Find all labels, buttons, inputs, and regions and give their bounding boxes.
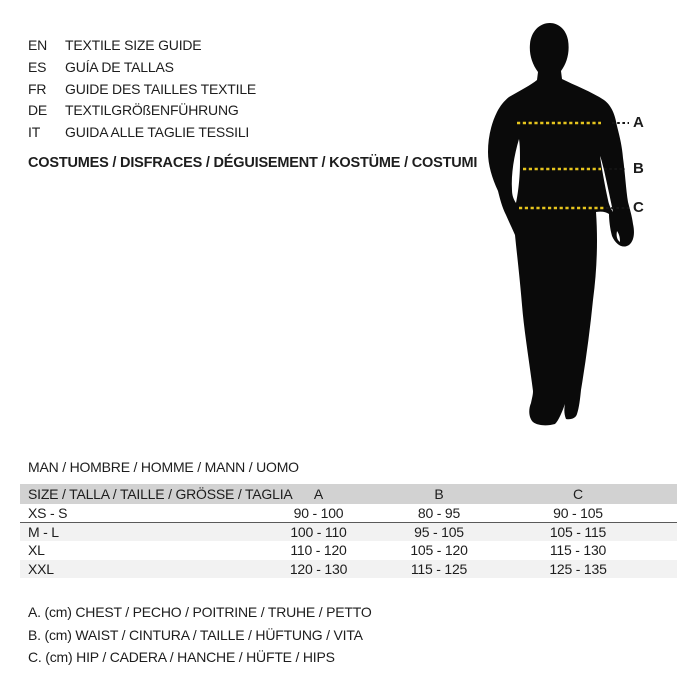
chest-cell: 100 - 110 — [290, 524, 347, 541]
language-row-en — [28, 35, 256, 57]
table-row — [20, 523, 677, 541]
table-header-size: SIZE / TALLA / TAILLE / GRÖSSE / TAGLIA — [28, 486, 293, 502]
language-code: IT — [28, 124, 41, 141]
language-code: FR — [28, 80, 47, 97]
hip-cell: 90 - 105 — [553, 505, 603, 522]
size-cell: XS - S — [28, 505, 68, 522]
man-silhouette-icon — [455, 15, 655, 445]
table-header-row — [20, 484, 677, 504]
chest-cell: 90 - 100 — [293, 505, 344, 522]
size-cell: XXL — [28, 560, 54, 577]
size-cell: M - L — [28, 524, 59, 541]
language-code: ES — [28, 58, 47, 75]
marker-label-b: B — [633, 160, 644, 177]
language-code: EN — [28, 37, 48, 53]
section-heading: MAN / HOMBRE / HOMME / MANN / UOMO — [28, 459, 299, 475]
waist-cell: 115 - 125 — [410, 560, 468, 577]
table-row — [20, 504, 677, 523]
chest-cell: 120 - 130 — [289, 560, 348, 577]
table-header-c: C — [573, 486, 583, 502]
language-row-de — [28, 100, 256, 122]
language-label: GUIDE DES TAILLES TEXTILE — [65, 80, 257, 97]
waist-cell: 80 - 95 — [417, 505, 461, 522]
hip-cell: 105 - 115 — [549, 524, 607, 541]
language-list — [28, 35, 256, 144]
language-row-fr — [28, 79, 256, 101]
legend-line-b: B. (cm) WAIST / CINTURA / TAILLE / HÜFTUNG / VITA — [28, 626, 363, 643]
category-title: COSTUMES / DISFRACES / DÉGUISEMENT / KOSTÜME / COSTUMI — [28, 155, 478, 171]
language-row-es — [28, 57, 256, 79]
marker-label-a: A — [633, 114, 644, 131]
language-label: GUIDA ALLE TAGLIE TESSILI — [65, 124, 250, 141]
hip-cell: 125 - 135 — [549, 560, 607, 577]
size-cell: XL — [28, 542, 45, 559]
table-row — [20, 560, 677, 578]
waist-cell: 105 - 120 — [410, 542, 468, 559]
hip-cell: 115 - 130 — [549, 542, 607, 559]
language-label: GUÍA DE TALLAS — [65, 58, 174, 75]
size-table — [20, 484, 677, 578]
table-header-a: A — [313, 486, 324, 502]
waist-cell: 95 - 105 — [414, 524, 464, 541]
man-silhouette-figure — [455, 15, 655, 445]
marker-label-c: C — [633, 199, 644, 216]
language-label: TEXTILGRÖßENFÜHRUNG — [65, 102, 239, 119]
language-label: TEXTILE SIZE GUIDE — [65, 37, 202, 53]
table-header-b: B — [434, 486, 444, 502]
language-code: DE — [28, 102, 48, 119]
language-row-it — [28, 122, 256, 144]
table-row — [20, 541, 677, 559]
legend-line-c: C. (cm) HIP / CADERA / HANCHE / HÜFTE / HIPS — [28, 649, 335, 666]
chest-cell: 110 - 120 — [290, 542, 347, 559]
legend-line-a: A. (cm) CHEST / PECHO / POITRINE / TRUHE / PETTO — [28, 604, 372, 620]
measurement-legend — [28, 601, 372, 669]
